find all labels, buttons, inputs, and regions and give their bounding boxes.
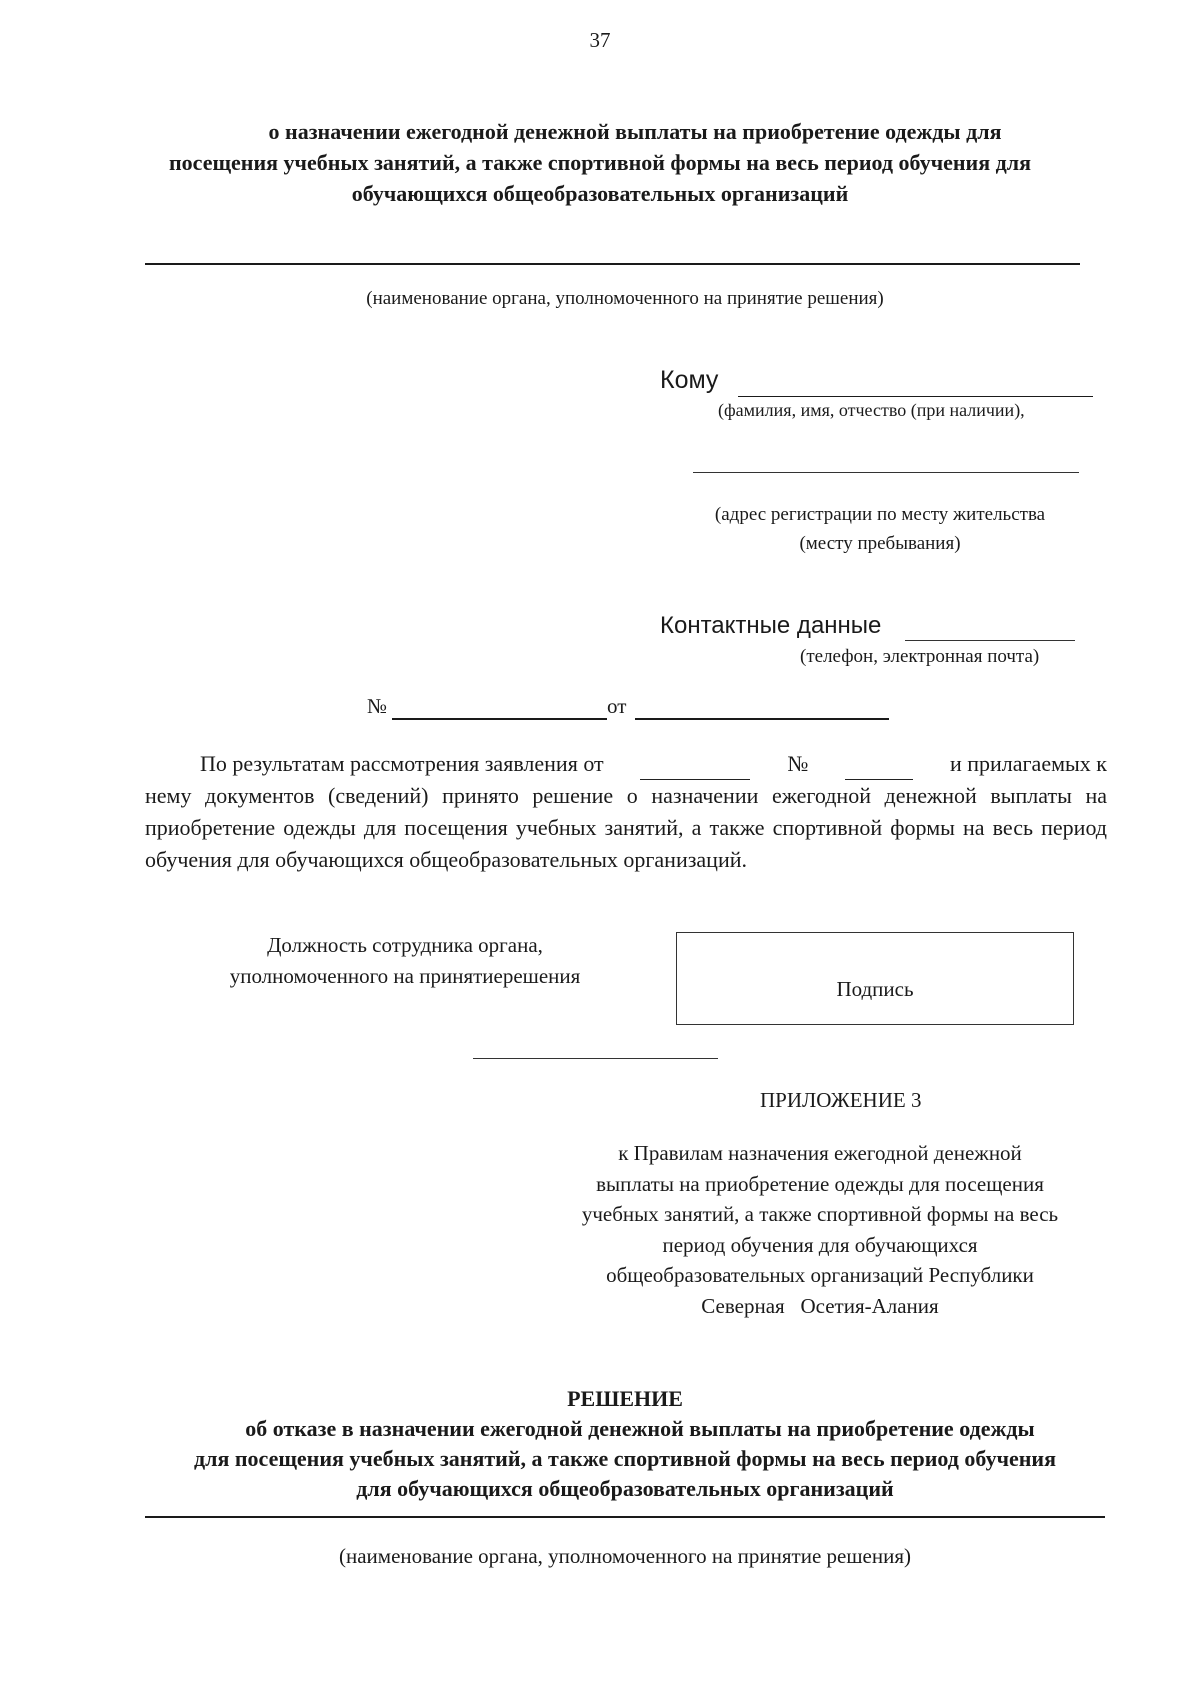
date-label: от [607, 694, 627, 718]
authority-line-2 [145, 1516, 1105, 1518]
position-line: Должность сотрудника органа, [267, 933, 543, 957]
contacts-line[interactable] [905, 640, 1075, 641]
body-no-label: № [787, 751, 809, 776]
position-line: уполномоченного на принятиерешения [229, 964, 581, 988]
signature-box[interactable] [676, 932, 1074, 1025]
authority-line [145, 263, 1080, 265]
application-number-blank[interactable] [845, 748, 913, 780]
decision-title-line: посещения учебных занятий, а также спортивной формы на весь период обучения для [168, 150, 1032, 175]
decision-title-line: о назначении ежегодной денежной выплаты на приобретение одежды для [268, 119, 1002, 144]
decision2-title [0, 1414, 1200, 1504]
body-rest: нему документов (сведений) принято решение о назначении ежегодной денежной выплаты на приобретение одежды для посещения учебных занятий, а также спортивной формы на весь период обучения для обучающихся общеобразовательных организаций. [145, 783, 1107, 872]
appendix-line: период обучения для обучающихся [662, 1232, 978, 1257]
appendix-line: учебных занятий, а также спортивной формы на весь [581, 1202, 1059, 1226]
signature-label: Подпись [836, 977, 914, 1001]
appendix-line: выплаты на приобретение одежды для посещения [596, 1171, 1044, 1196]
decision2-title-line: для посещения учебных занятий, а также спортивной формы на весь период обучения [193, 1446, 1057, 1471]
date-line[interactable] [635, 718, 889, 720]
contacts-label: Контактные данные [660, 612, 882, 639]
number-line[interactable] [392, 718, 607, 720]
separator-line [473, 1058, 718, 1059]
appendix-line: общеобразовательных организаций Республики [606, 1263, 1034, 1287]
decision2-title-line: об отказе в назначении ежегодной денежной выплаты на приобретение одежды [245, 1416, 1035, 1441]
position-block [190, 930, 620, 992]
decision2-heading: РЕШЕНИЕ [567, 1386, 683, 1411]
authority-caption-2: (наименование органа, уполномоченного на принятие решения) [339, 1544, 911, 1568]
number-label: № [367, 694, 388, 718]
body-text: и прилагаемых к [949, 751, 1107, 776]
appendix-line: Северная Осетия-Алания [701, 1293, 939, 1318]
body-text: По результатам рассмотрения заявления от [200, 751, 604, 776]
decision-title [0, 116, 1200, 209]
appendix-text [540, 1138, 1100, 1321]
page-number: 37 [589, 28, 611, 52]
authority-caption: (наименование органа, уполномоченного на принятие решения) [366, 288, 884, 309]
appendix-title: ПРИЛОЖЕНИЕ 3 [760, 1088, 922, 1112]
address-caption [660, 500, 1100, 558]
body-paragraph [145, 748, 1107, 876]
address-caption-line: (адрес регистрации по месту жительства [714, 504, 1046, 525]
appendix-line: к Правилам назначения ежегодной денежной [618, 1141, 1022, 1165]
address-caption-line: (месту пребывания) [799, 533, 961, 554]
to-line[interactable] [738, 396, 1093, 397]
contacts-caption: (телефон, электронная почта) [800, 646, 1040, 667]
fio-caption: (фамилия, имя, отчество (при наличии), [718, 400, 1025, 420]
address-line[interactable] [693, 472, 1079, 473]
body-first-line [145, 748, 1107, 780]
application-date-blank[interactable] [640, 748, 750, 780]
to-label: Кому [660, 366, 719, 394]
decision2-title-line: для обучающихся общеобразовательных организаций [356, 1476, 894, 1501]
decision-title-line: обучающихся общеобразовательных организаций [351, 181, 849, 206]
